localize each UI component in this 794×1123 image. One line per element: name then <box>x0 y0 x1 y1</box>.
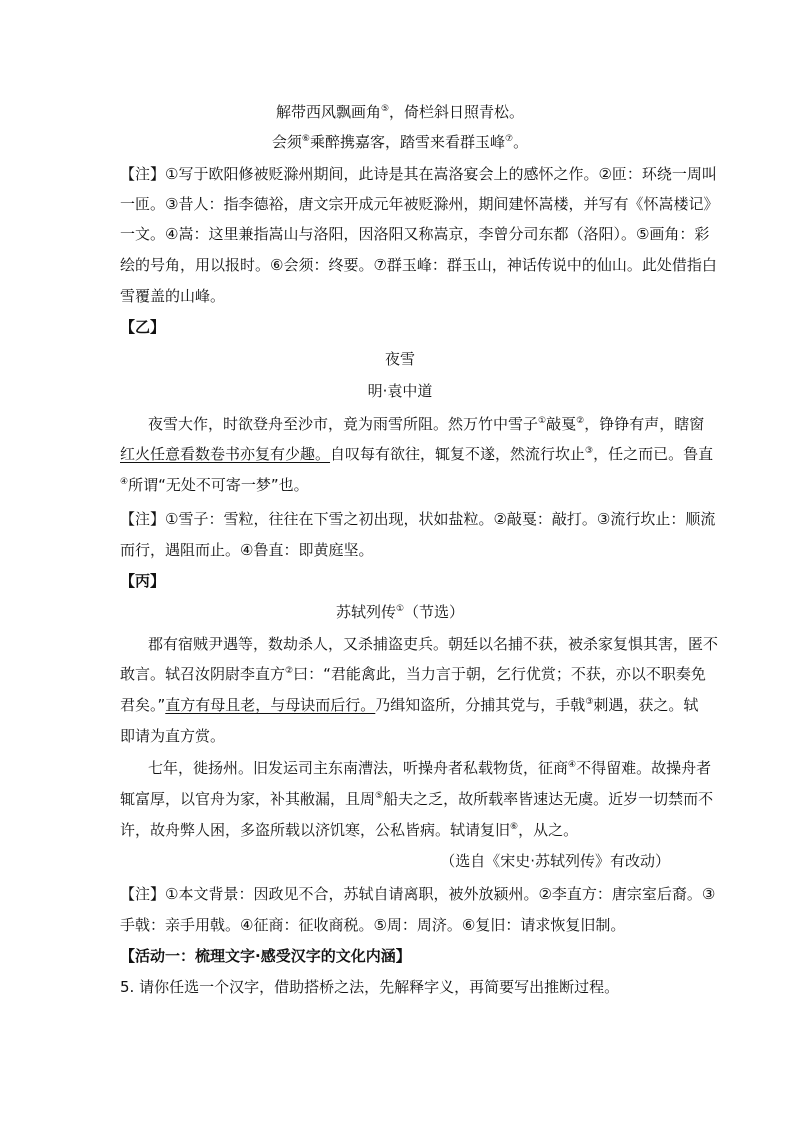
section-label-yi: 【乙】 <box>120 318 166 336</box>
bing-paragraph-line <box>120 659 706 689</box>
footnote-marker: ③ <box>585 697 594 707</box>
footnote-marker: ⑤ <box>375 791 384 801</box>
yi-title: 夜雪 <box>384 350 415 368</box>
bing-paragraph-line <box>120 815 680 845</box>
footnote-marker: ① <box>538 416 547 426</box>
source-citation: （选自《宋史·苏轼列传》有改动） <box>440 852 670 870</box>
poem-text: 。 <box>513 133 529 151</box>
bing-note-line: 手戟：亲手用戟。④征商：征收商税。⑤周：周济。⑥复旧：请求恢复旧制。 <box>120 916 626 934</box>
bing-paragraph-line <box>120 690 699 720</box>
underlined-sentence: 红火任意看数卷书亦复有少趣。 <box>120 445 331 463</box>
yi-paragraph-line <box>120 439 714 469</box>
text-run: 曰：“君能禽此，当力言于朝，乞行优赏；不获，亦以不职奏免 <box>293 665 706 683</box>
poem-text: 会须 <box>271 133 302 151</box>
bing-paragraph-line: 郡有宿贼尹遇等，数劫杀人，又杀捕盗吏兵。朝廷以名捕不获，被杀家复惧其害，匿不 <box>148 635 719 653</box>
bing-paragraph-line: 即请为直方赏。 <box>120 727 226 745</box>
title-text: （节选） <box>404 603 465 621</box>
poem-text: ，倚栏斜日照青松。 <box>389 103 525 121</box>
text-run: 乃缉知盗所，分捕其党与，手戟 <box>375 696 586 714</box>
underlined-sentence: 直方有母且老，与母诀而后行。 <box>165 696 376 714</box>
footnote-marker: ④ <box>120 477 129 487</box>
note1-line: 绘的号角，用以报时。⑥会须：终要。⑦群玉峰：群玉山，神话传说中的仙山。此处借指白 <box>120 256 717 274</box>
yi-paragraph-line <box>120 409 705 439</box>
text-run: ，任之而已。鲁直 <box>593 445 714 463</box>
activity-title: 【活动一：梳理文字·感受汉字的文化内涵】 <box>120 947 411 965</box>
text-run: 辄富厚，以官舟为家，补其敝漏，且周 <box>120 790 376 808</box>
text-run: 刺遇，获之。轼 <box>593 696 699 714</box>
yi-note-line: 【注】①雪子：雪粒，往往在下雪之初出现，状如盐粒。②敲戛：敲打。③流行坎止：顺流 <box>120 510 716 528</box>
note1-line: 一匝。③昔人：指李德裕，唐文宗开成元年被贬滁州，期间建怀嵩楼，并写有《怀嵩楼记》 <box>120 195 719 213</box>
text-run: ，铮铮有声，瞎窗 <box>584 415 705 433</box>
text-run: 自叹每有欲往，辄复不遂，然流行坎止 <box>330 445 586 463</box>
yi-note-line: 而行，遇阻而止。④鲁直：即黄庭坚。 <box>120 541 374 559</box>
note1-line: 一文。④嵩：这里兼指嵩山与洛阳，因洛阳又称嵩京，李曾分司东都（洛阳）。⑤画角：彩 <box>120 225 710 243</box>
bing-paragraph-line <box>120 784 714 814</box>
yi-author: 明·袁中道 <box>367 382 433 400</box>
footnote-marker: ⑤ <box>380 104 390 114</box>
poem-text: 解带西风飘画角 <box>275 103 381 121</box>
footnote-marker: ② <box>576 416 585 426</box>
poem-text: 乘醉携嘉客，踏雪来看群玉峰 <box>309 133 505 151</box>
bing-paragraph-line <box>120 753 712 783</box>
footnote-marker: ② <box>285 666 294 676</box>
title-text: 苏轼列传 <box>335 603 396 621</box>
footnote-marker: ⑥ <box>301 134 310 144</box>
yi-paragraph-line <box>120 470 680 500</box>
text-run: 夜雪大作，时欲登舟至沙市，竟为雨雪所阻。然万竹中雪子 <box>148 415 539 433</box>
question-5: 5. 请你任选一个汉字，借助搭桥之法，先解释字义，再简要写出推断过程。 <box>120 978 620 996</box>
text-run: 君矣。” <box>120 696 166 714</box>
text-run: 不得留难。故操舟者 <box>576 759 712 777</box>
footnote-marker: ⑥ <box>510 822 519 832</box>
footnote-marker: ③ <box>585 446 594 456</box>
section-label-bing: 【丙】 <box>120 572 166 590</box>
text-run: 所谓“无处不可寄一梦”也。 <box>128 476 309 494</box>
text-run: 七年，徙扬州。旧发运司主东南漕法，听操舟者私载物货，征商 <box>148 759 569 777</box>
poem-line-1 <box>120 97 680 127</box>
bing-title <box>120 597 680 627</box>
text-run: 敢言。轼召汝阴尉李直方 <box>120 665 286 683</box>
poem-line-2 <box>120 127 680 157</box>
text-run: 许，故舟弊人困，多盗所载以济饥寒，公私皆病。轼请复旧 <box>120 821 511 839</box>
footnote-marker: ① <box>395 604 405 614</box>
text-run: 船夫之乏，故所载率皆速达无虞。近岁一切禁而不 <box>383 790 714 808</box>
footnote-marker: ⑦ <box>505 134 514 144</box>
bing-note-line: 【注】①本文背景：因政见不合，苏轼自请离职，被外放颍州。②李直方：唐宗室后裔。③ <box>120 885 716 903</box>
note1-line: 【注】①写于欧阳修被贬滁州期间，此诗是其在嵩洛宴会上的感怀之作。②匝：环绕一周叫 <box>120 165 717 183</box>
note1-line: 雪覆盖的山峰。 <box>120 287 226 305</box>
text-run: 敲戛 <box>546 415 577 433</box>
footnote-marker: ④ <box>568 760 577 770</box>
text-run: ，从之。 <box>518 821 579 839</box>
